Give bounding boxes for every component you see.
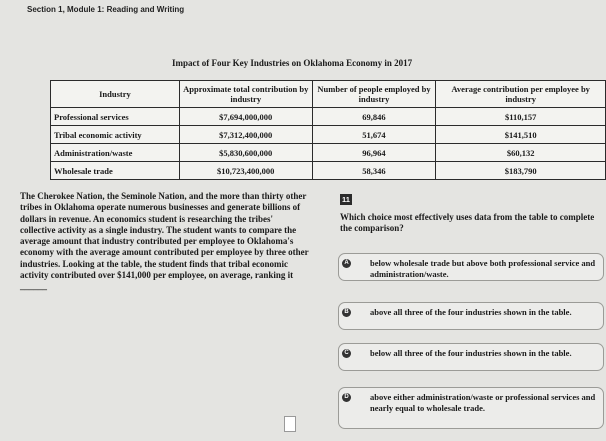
industry-table <box>50 80 606 180</box>
table-row <box>51 108 606 126</box>
answer-choice-d[interactable] <box>338 387 604 429</box>
table-row <box>51 144 606 162</box>
table-cell: $7,694,000,000 <box>179 108 312 126</box>
answer-choice-a[interactable] <box>338 253 604 281</box>
choice-text: below wholesale trade but above both professional service and administration/waste. <box>370 258 596 279</box>
table-cell: 51,674 <box>312 126 436 144</box>
choice-text: above all three of the four industries shown in the table. <box>370 307 572 317</box>
choice-letter-badge: A <box>342 259 351 268</box>
question-number: 11 <box>340 194 352 205</box>
choice-letter-badge: C <box>342 349 351 358</box>
answer-choice-c[interactable] <box>338 343 604 371</box>
table-header-row <box>51 81 606 108</box>
column-header: Number of people employed by industry <box>312 81 436 108</box>
question-stem: Which choice most effectively uses data from the table to complete the comparison? <box>340 212 595 233</box>
column-header: Approximate total contribution by industry <box>179 81 312 108</box>
table-cell: $141,510 <box>436 126 606 144</box>
section-header: Section 1, Module 1: Reading and Writing <box>27 5 185 14</box>
table-cell: $183,790 <box>436 162 606 180</box>
answer-input-box[interactable] <box>284 416 296 432</box>
table-cell: Administration/waste <box>51 144 180 162</box>
column-header: Average contribution per employee by industry <box>436 81 606 108</box>
choice-text: above either administration/waste or professional services and nearly equal to wholesale trade. <box>370 392 596 413</box>
table-row <box>51 126 606 144</box>
table-cell: $10,723,400,000 <box>179 162 312 180</box>
column-header: Industry <box>51 81 180 108</box>
choice-letter-badge: D <box>342 393 351 402</box>
choice-text: below all three of the four industries shown in the table. <box>370 348 572 358</box>
table-cell: $60,132 <box>436 144 606 162</box>
table-cell: 58,346 <box>312 162 436 180</box>
table-cell: $110,157 <box>436 108 606 126</box>
answer-choice-b[interactable] <box>338 302 604 330</box>
table-cell: $7,312,400,000 <box>179 126 312 144</box>
table-cell: 69,846 <box>312 108 436 126</box>
table-cell: Tribal economic activity <box>51 126 180 144</box>
table-cell: Professional services <box>51 108 180 126</box>
table-title: Impact of Four Key Industries on Oklahoma Economy in 2017 <box>172 58 413 68</box>
table-cell: $5,830,600,000 <box>179 144 312 162</box>
table-cell: Wholesale trade <box>51 162 180 180</box>
choice-letter-badge: B <box>342 308 351 317</box>
table-row <box>51 162 606 180</box>
table-cell: 96,964 <box>312 144 436 162</box>
passage-text: The Cherokee Nation, the Seminole Nation, and the more than thirty other tribes in Oklahoma operate numerous businesses and generate billions of dollars in revenue. An economics student is researching the tribes' collective activity as a single industry. The student wants to compare the average amount that industry contributed per employee to Oklahoma's economy with the average amount contributed per employee by three other industries. Looking at the table, the student finds that tribal economic activity contributed over $141,000 per employee, on average, ranking it ______ <box>20 191 309 292</box>
